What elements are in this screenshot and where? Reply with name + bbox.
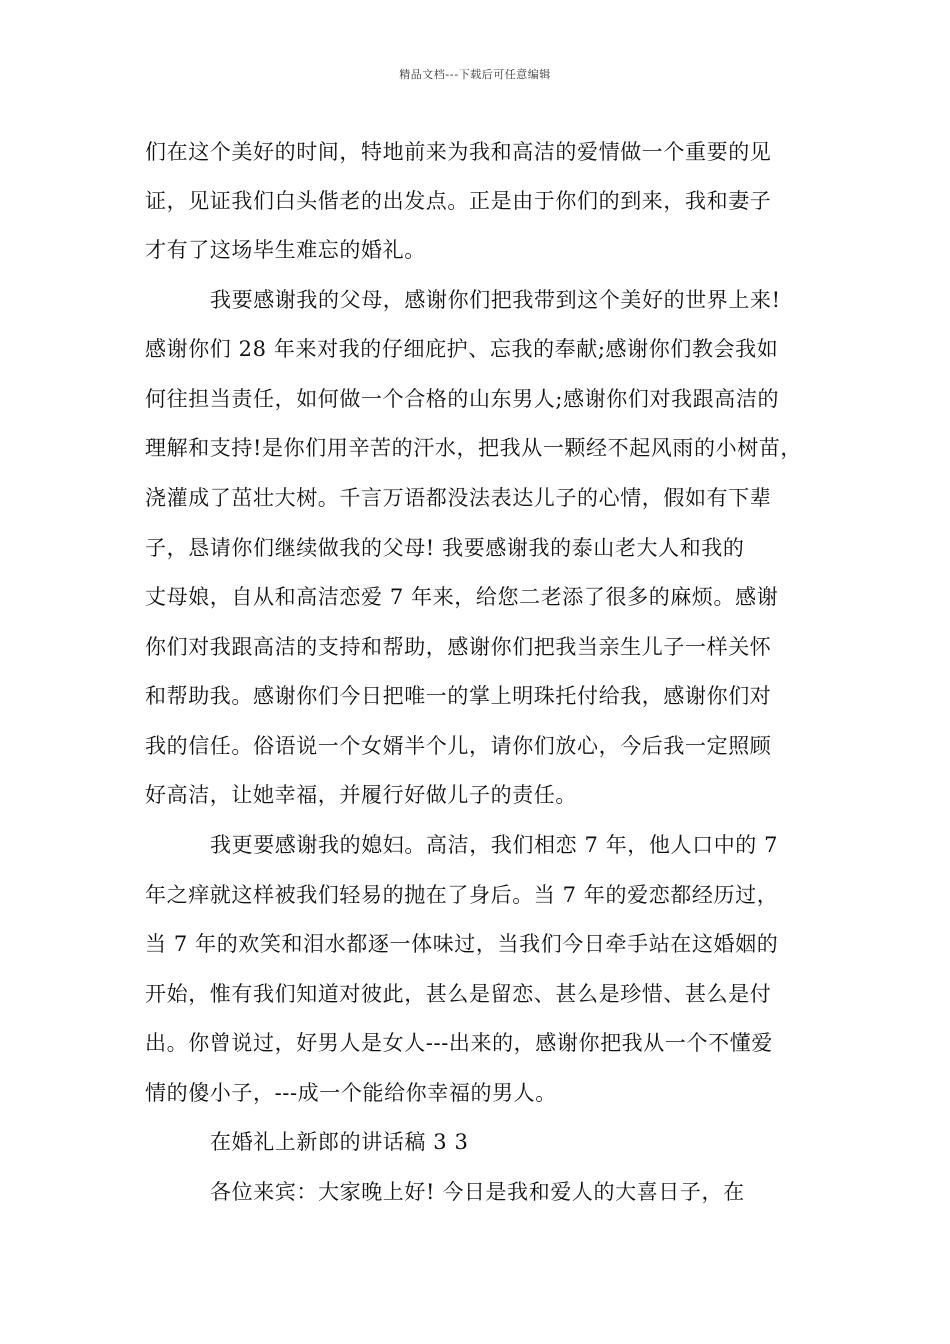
- body-line: 你们对我跟高洁的支持和帮助，感谢你们把我当亲生儿子一样关怀: [145, 635, 772, 659]
- body-line: 证，见证我们白头偕老的出发点。正是由于你们的到来，我和妻子: [145, 189, 772, 213]
- body-line: 当 7 年的欢笑和泪水都逐一体味过，当我们今日牵手站在这婚姻的: [145, 932, 779, 956]
- paragraph-start-line: 我要感谢我的父母，感谢你们把我带到这个美好的世界上来!: [210, 288, 781, 312]
- body-line: 感谢你们 28 年来对我的仔细庇护、忘我的奉献;感谢你们教会我如: [145, 337, 779, 361]
- body-line: 我的信任。俗语说一个女婿半个儿，请你们放心，今后我一定照顾: [145, 734, 772, 758]
- body-line: 情的傻小子，---成一个能给你幸福的男人。: [145, 1081, 557, 1105]
- body-line: 开始，惟有我们知道对彼此，甚么是留恋、甚么是珍惜、甚么是付: [145, 982, 772, 1006]
- section-title: 在婚礼上新郎的讲话稿 3 3: [210, 1130, 469, 1154]
- body-line: 子，恳请你们继续做我的父母! 我要感谢我的泰山老大人和我的: [145, 536, 745, 560]
- body-line: 年之痒就这样被我们轻易的抛在了身后。当 7 年的爱恋都经历过，: [145, 883, 779, 907]
- body-line: 和帮助我。感谢你们今日把唯一的掌上明珠托付给我，感谢你们对: [145, 684, 772, 708]
- body-line: 好高洁，让她幸福，并履行好做儿子的责任。: [145, 783, 577, 807]
- body-line: 才有了这场毕生难忘的婚礼。: [145, 238, 426, 262]
- body-line: 们在这个美好的时间，特地前来为我和高洁的爱情做一个重要的见: [145, 140, 772, 164]
- body-line: 理解和支持!是你们用辛苦的汗水，把我从一颗经不起风雨的小树苗，: [145, 436, 803, 460]
- body-line: 浇灌成了茁壮大树。千言万语都没法表达儿子的心情，假如有下辈: [145, 486, 772, 510]
- body-line: 何往担当责任，如何做一个合格的山东男人;感谢你们对我跟高洁的: [145, 387, 780, 411]
- page-header: 精品文档---下载后可任意编辑: [399, 68, 551, 81]
- body-line: 出。你曾说过，好男人是女人---出来的，感谢你把我从一个不懂爱: [145, 1031, 773, 1055]
- body-line: 丈母娘，自从和高洁恋爱 7 年来，给您二老添了很多的麻烦。感谢: [145, 585, 779, 609]
- paragraph-start-line: 我更要感谢我的媳妇。高洁，我们相恋 7 年，他人口中的 7: [210, 833, 779, 857]
- paragraph-start-line: 各位来宾：大家晚上好! 今日是我和爱人的大喜日子，在: [210, 1180, 745, 1204]
